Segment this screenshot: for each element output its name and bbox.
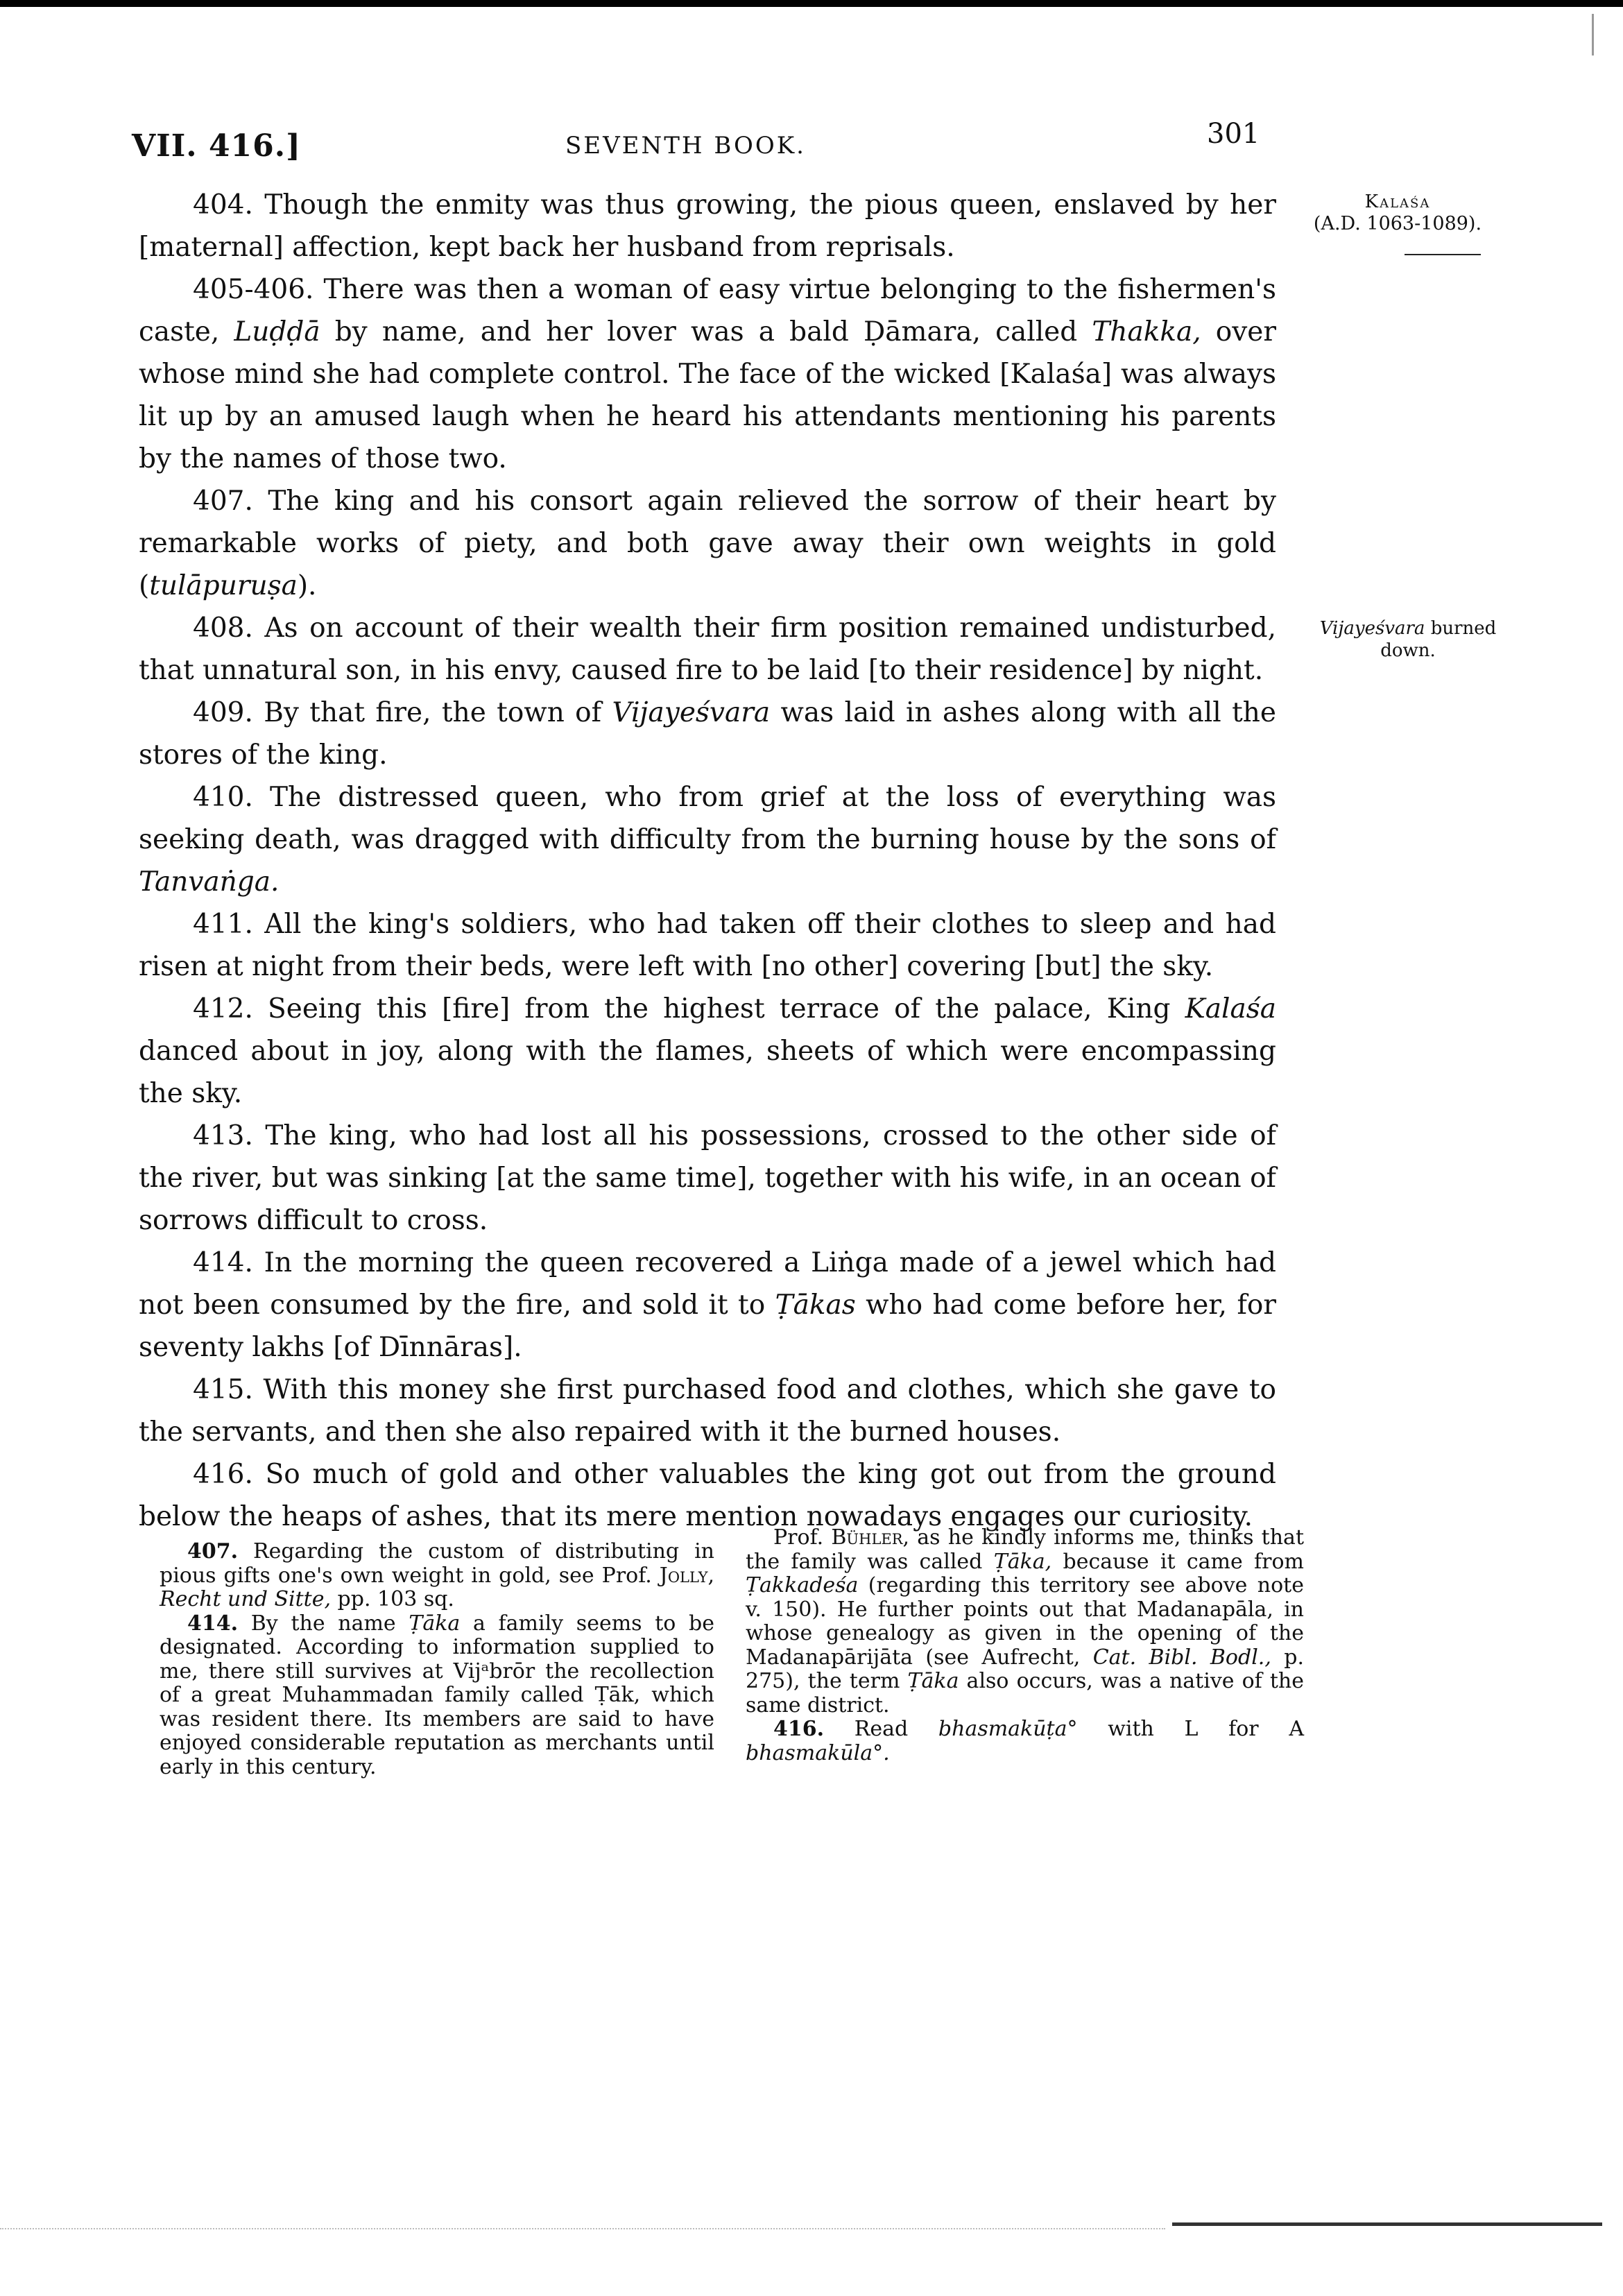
paragraph-409 bbox=[139, 692, 1276, 776]
verse-text: As on account of their wealth their firm position remained undisturbed, that unnatural son, in his envy, caused fire to be laid [to their residence] by night. bbox=[139, 612, 1276, 686]
verse-text: who had come before her, for seventy lakhs [of Dīnnāras]. bbox=[139, 1290, 1276, 1363]
verse-number: 405-406. bbox=[193, 274, 314, 305]
footnote-text: (regarding this territory see above note v. 150). He further points out that Madanapāla, in whose genealogy as given in the opening of the Madanapārijāta (see Aufrecht, bbox=[746, 1573, 1304, 1670]
footnotes-right-column bbox=[746, 1526, 1304, 1765]
verse-number: 407. bbox=[193, 486, 253, 517]
paragraph-404 bbox=[139, 184, 1276, 268]
footnote-italic: bhasmakūla°. bbox=[746, 1740, 890, 1765]
footnote-title: Recht und Sitte, bbox=[160, 1587, 331, 1611]
verse-text: The king, who had lost all his possessions, crossed to the other side of the river, but was sinking [at the same time], together with his wife, in an ocean of sorrows difficult to cross. bbox=[139, 1120, 1277, 1236]
footnote-italic: Ṭāka, bbox=[993, 1549, 1052, 1574]
footnote-italic: Ṭāka bbox=[907, 1669, 959, 1693]
verse-number: 408. bbox=[193, 612, 253, 644]
verse-text: With this money she first purchased food and clothes, which she gave to the servants, and then she also repaired with it the burned houses. bbox=[139, 1374, 1276, 1448]
footnote-italic: Ṭāka bbox=[409, 1611, 461, 1636]
paragraph-407 bbox=[139, 480, 1276, 607]
running-head-section: VII. 416.] bbox=[132, 128, 301, 164]
margin-note-vijayesvara-text: burned down. bbox=[1380, 618, 1497, 661]
verse-text: was laid in ashes along with all the stores of the king. bbox=[139, 697, 1276, 771]
verse-text: By that fire, the town of bbox=[264, 697, 612, 728]
footnote-416 bbox=[746, 1717, 1304, 1765]
verse-number: 415. bbox=[193, 1374, 253, 1405]
verse-italic: Kalaśa bbox=[1185, 993, 1277, 1025]
verse-number: 404. bbox=[193, 189, 253, 221]
paragraph-410 bbox=[139, 776, 1276, 903]
verse-italic: Thakka, bbox=[1092, 316, 1201, 348]
verse-text: In the morning the queen recovered a Liṅga made of a jewel which had not been consumed by the fire, and sold it to bbox=[139, 1247, 1277, 1321]
margin-note-vijayesvara-italic: Vijayeśvara bbox=[1319, 618, 1425, 639]
paragraph-411 bbox=[139, 903, 1276, 988]
paragraph-408 bbox=[139, 607, 1276, 692]
verse-number: 410. bbox=[193, 782, 253, 813]
verse-number: 409. bbox=[193, 697, 253, 728]
footnote-italic: Ṭakkadeśa bbox=[746, 1573, 859, 1597]
footnote-text: Prof. bbox=[773, 1525, 832, 1550]
verse-text: So much of gold and other valuables the king got out from the ground below the heaps of ashes, that its mere mention nowadays engages our curiosity. bbox=[139, 1459, 1276, 1532]
margin-note-vijayesvara bbox=[1307, 617, 1509, 662]
verse-text: danced about in joy, along with the flames, sheets of which were encompassing the sky. bbox=[139, 1036, 1276, 1109]
margin-note-kalasa bbox=[1297, 191, 1498, 235]
footnote-number: 416. bbox=[773, 1717, 825, 1741]
verse-text: by name, and her lover was a bald Ḍāmara, called bbox=[320, 316, 1092, 348]
paragraph-412 bbox=[139, 988, 1276, 1115]
verse-text: There was then a woman of easy virtue belonging to the fishermen's caste, bbox=[139, 274, 1276, 348]
bottom-dotted-edge bbox=[0, 2228, 1165, 2230]
verse-text: over whose mind she had complete control. The face of the wicked [Kalaśa] was always lit up by an amused laugh when he heard his attendants mentioning his parents by the names of those two. bbox=[139, 316, 1276, 474]
verse-italic: Tanvaṅga. bbox=[139, 866, 280, 898]
footnote-text: with L for A bbox=[1077, 1717, 1305, 1741]
margin-note-kalasa-name: Kalaśa bbox=[1364, 191, 1431, 212]
verse-text: The distressed queen, who from grief at the loss of everything was seeking death, was dragged with difficulty from the burning house by the sons of bbox=[139, 782, 1276, 855]
edge-mark bbox=[1592, 14, 1594, 55]
margin-note-kalasa-dates: (A.D. 1063-1089). bbox=[1313, 213, 1482, 234]
verse-number: 412. bbox=[193, 993, 253, 1025]
verse-text: All the king's soldiers, who had taken off their clothes to sleep and had risen at night from their beds, were left with [no other] covering [but] the sky. bbox=[139, 909, 1276, 982]
footnote-text: p. 275), the term bbox=[746, 1645, 1304, 1693]
paragraph-405-406 bbox=[139, 268, 1276, 480]
verse-text: The king and his consort again relieved the sorrow of their heart by remarkable works of piety, and both gave away their own weights in gold ( bbox=[139, 486, 1276, 601]
footnote-text: By the name bbox=[250, 1611, 409, 1636]
verse-italic: Luḍḍā bbox=[234, 316, 320, 348]
footnote-text: a family seems to be designated. According to information supplied to me, there still survives at Vijᵃbrōr the recollection of a great Muhammadan family called Ṭāk, which was resident there. Its members are said to have enjoyed considerable reputation as merchants until early in this century. bbox=[160, 1611, 714, 1779]
paragraph-414 bbox=[139, 1242, 1276, 1369]
verse-number: 414. bbox=[193, 1247, 253, 1278]
paragraph-415 bbox=[139, 1369, 1276, 1453]
top-border bbox=[0, 0, 1623, 7]
verse-text: Though the enmity was thus growing, the pious queen, enslaved by her [maternal] affection, kept back her husband from reprisals. bbox=[139, 189, 1276, 263]
footnotes-left-column bbox=[160, 1540, 714, 1779]
verse-italic: Vijayeśvara bbox=[612, 697, 771, 728]
footnote-text: pp. 103 sq. bbox=[331, 1587, 454, 1611]
footnote-text: Regarding the custom of distributing in pious gifts one's own weight in gold, see Prof. bbox=[160, 1539, 714, 1588]
margin-note-rule bbox=[1405, 254, 1481, 255]
verse-italic: Ṭākas bbox=[775, 1290, 856, 1321]
footnote-414 bbox=[160, 1612, 714, 1780]
footnote-407 bbox=[160, 1540, 714, 1612]
verse-number: 416. bbox=[193, 1459, 253, 1490]
verse-number: 411. bbox=[193, 909, 253, 940]
footnote-italic: Cat. Bibl. Bodl., bbox=[1092, 1645, 1271, 1670]
verse-text: ). bbox=[297, 570, 317, 601]
paragraph-413 bbox=[139, 1115, 1276, 1242]
footnote-414-continued bbox=[746, 1526, 1304, 1717]
verse-italic: tulāpuruṣa bbox=[149, 570, 298, 601]
verse-number: 413. bbox=[193, 1120, 253, 1151]
running-head-title: SEVENTH BOOK. bbox=[565, 132, 806, 160]
footnote-text: Read bbox=[854, 1717, 938, 1741]
footnote-number: 414. bbox=[187, 1611, 239, 1636]
bottom-rule bbox=[1172, 2222, 1602, 2226]
footnote-author: Bühler, bbox=[831, 1525, 910, 1550]
footnote-text: because it came from bbox=[1051, 1549, 1304, 1574]
verse-text: Seeing this [fire] from the highest terrace of the palace, King bbox=[268, 993, 1185, 1025]
page-number: 301 bbox=[1207, 118, 1260, 150]
footnote-text: as he kindly informs me, thinks that the family was called bbox=[746, 1525, 1305, 1574]
main-text bbox=[139, 184, 1276, 1538]
footnote-italic: bhasmakūṭa° bbox=[938, 1717, 1078, 1741]
footnote-text: also occurs, was a native of the same district. bbox=[746, 1669, 1304, 1717]
footnote-author: Jolly, bbox=[659, 1563, 714, 1588]
footnote-number: 407. bbox=[187, 1539, 239, 1563]
